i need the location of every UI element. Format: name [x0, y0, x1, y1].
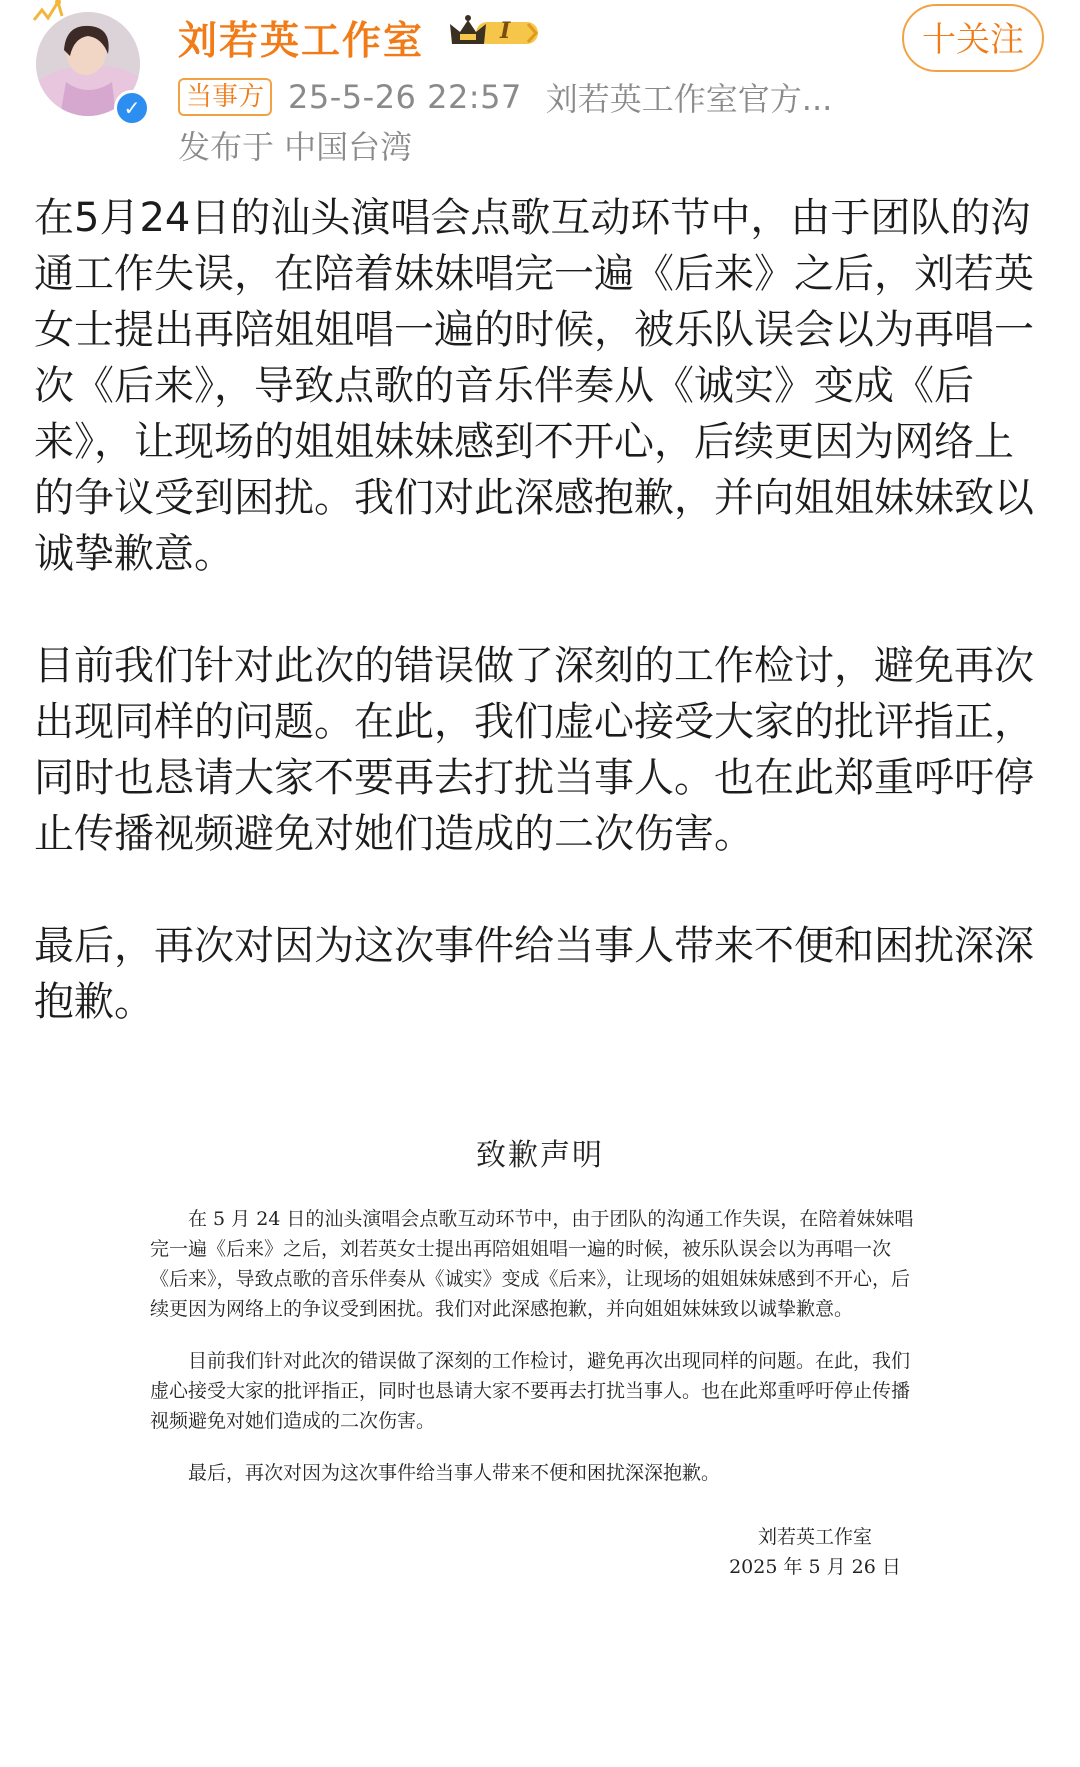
post-header: [0, 0, 1080, 170]
statement-title: 致歉声明: [476, 1138, 604, 1173]
party-tag: 当事方: [178, 78, 272, 116]
post-paragraph: 目前我们针对此次的错误做了深刻的工作检讨，避免再次出现同样的问题。在此，我们虚心接受大家的批评指正，同时也恳请大家不要再去打扰当事人。也在此郑重呼吁停止传播视频避免对她们造成的二次伤害。: [34, 643, 1034, 857]
post-paragraph: 在5月24日的汕头演唱会点歌互动环节中，由于团队的沟通工作失误，在陪着妹妹唱完一遍《后来》之后，刘若英女士提出再陪姐姐唱一遍的时候，被乐队误会以为再唱一次《后来》，导致点歌的音乐伴奏从《诚实》变成《后来》，让现场的姐姐妹妹感到不开心，后续更因为网络上的争议受到困扰。我们对此深感抱歉，并向姐姐妹妹致以诚挚歉意。: [34, 195, 1034, 577]
crown-icon: [446, 14, 542, 50]
post-paragraph: 最后，再次对因为这次事件给当事人带来不便和困扰深深抱歉。: [34, 923, 1034, 1025]
post-location: 发布于 中国台湾: [178, 128, 413, 166]
badge-level: I: [500, 18, 511, 44]
statement-date: 2025 年 5 月 26 日: [729, 1556, 901, 1578]
statement-signature: 刘若英工作室: [757, 1526, 872, 1548]
meta-row: [178, 74, 832, 120]
post-timestamp: 25-5-26 22:57: [288, 78, 522, 116]
statement-signature-block: [700, 1522, 930, 1582]
statement-body: [150, 1204, 918, 1510]
statement-paragraph: 在 5 月 24 日的汕头演唱会点歌互动环节中，由于团队的沟通工作失误，在陪着妹妹唱完一遍《后来》之后，刘若英女士提出再陪姐姐唱一遍的时候，被乐队误会以为再唱一次《后来》，导致点歌的音乐伴奏从《诚实》变成《后来》，让现场的姐姐妹妹感到不开心，后续更因为网络上的争议受到困扰。我们对此深感抱歉，并向姐姐妹妹致以诚挚歉意。: [150, 1208, 914, 1320]
post-body: [34, 190, 1046, 1086]
statement-paragraph: 最后，再次对因为这次事件给当事人带来不便和困扰深深抱歉。: [188, 1462, 721, 1484]
statement-image[interactable]: [0, 1110, 1080, 1630]
member-badge[interactable]: [446, 14, 542, 50]
post-source[interactable]: 刘若英工作室官方...: [545, 80, 833, 118]
sparkle-icon: [30, 0, 70, 28]
account-name[interactable]: 刘若英工作室: [178, 19, 425, 64]
avatar-container[interactable]: [36, 12, 146, 122]
follow-button[interactable]: 十关注: [902, 4, 1044, 72]
verified-icon: ✓: [114, 90, 150, 126]
statement-paragraph: 目前我们针对此次的错误做了深刻的工作检讨，避免再次出现同样的问题。在此，我们虚心接受大家的批评指正，同时也恳请大家不要再去打扰当事人。也在此郑重呼吁停止传播视频避免对她们造成的二次伤害。: [150, 1350, 911, 1432]
